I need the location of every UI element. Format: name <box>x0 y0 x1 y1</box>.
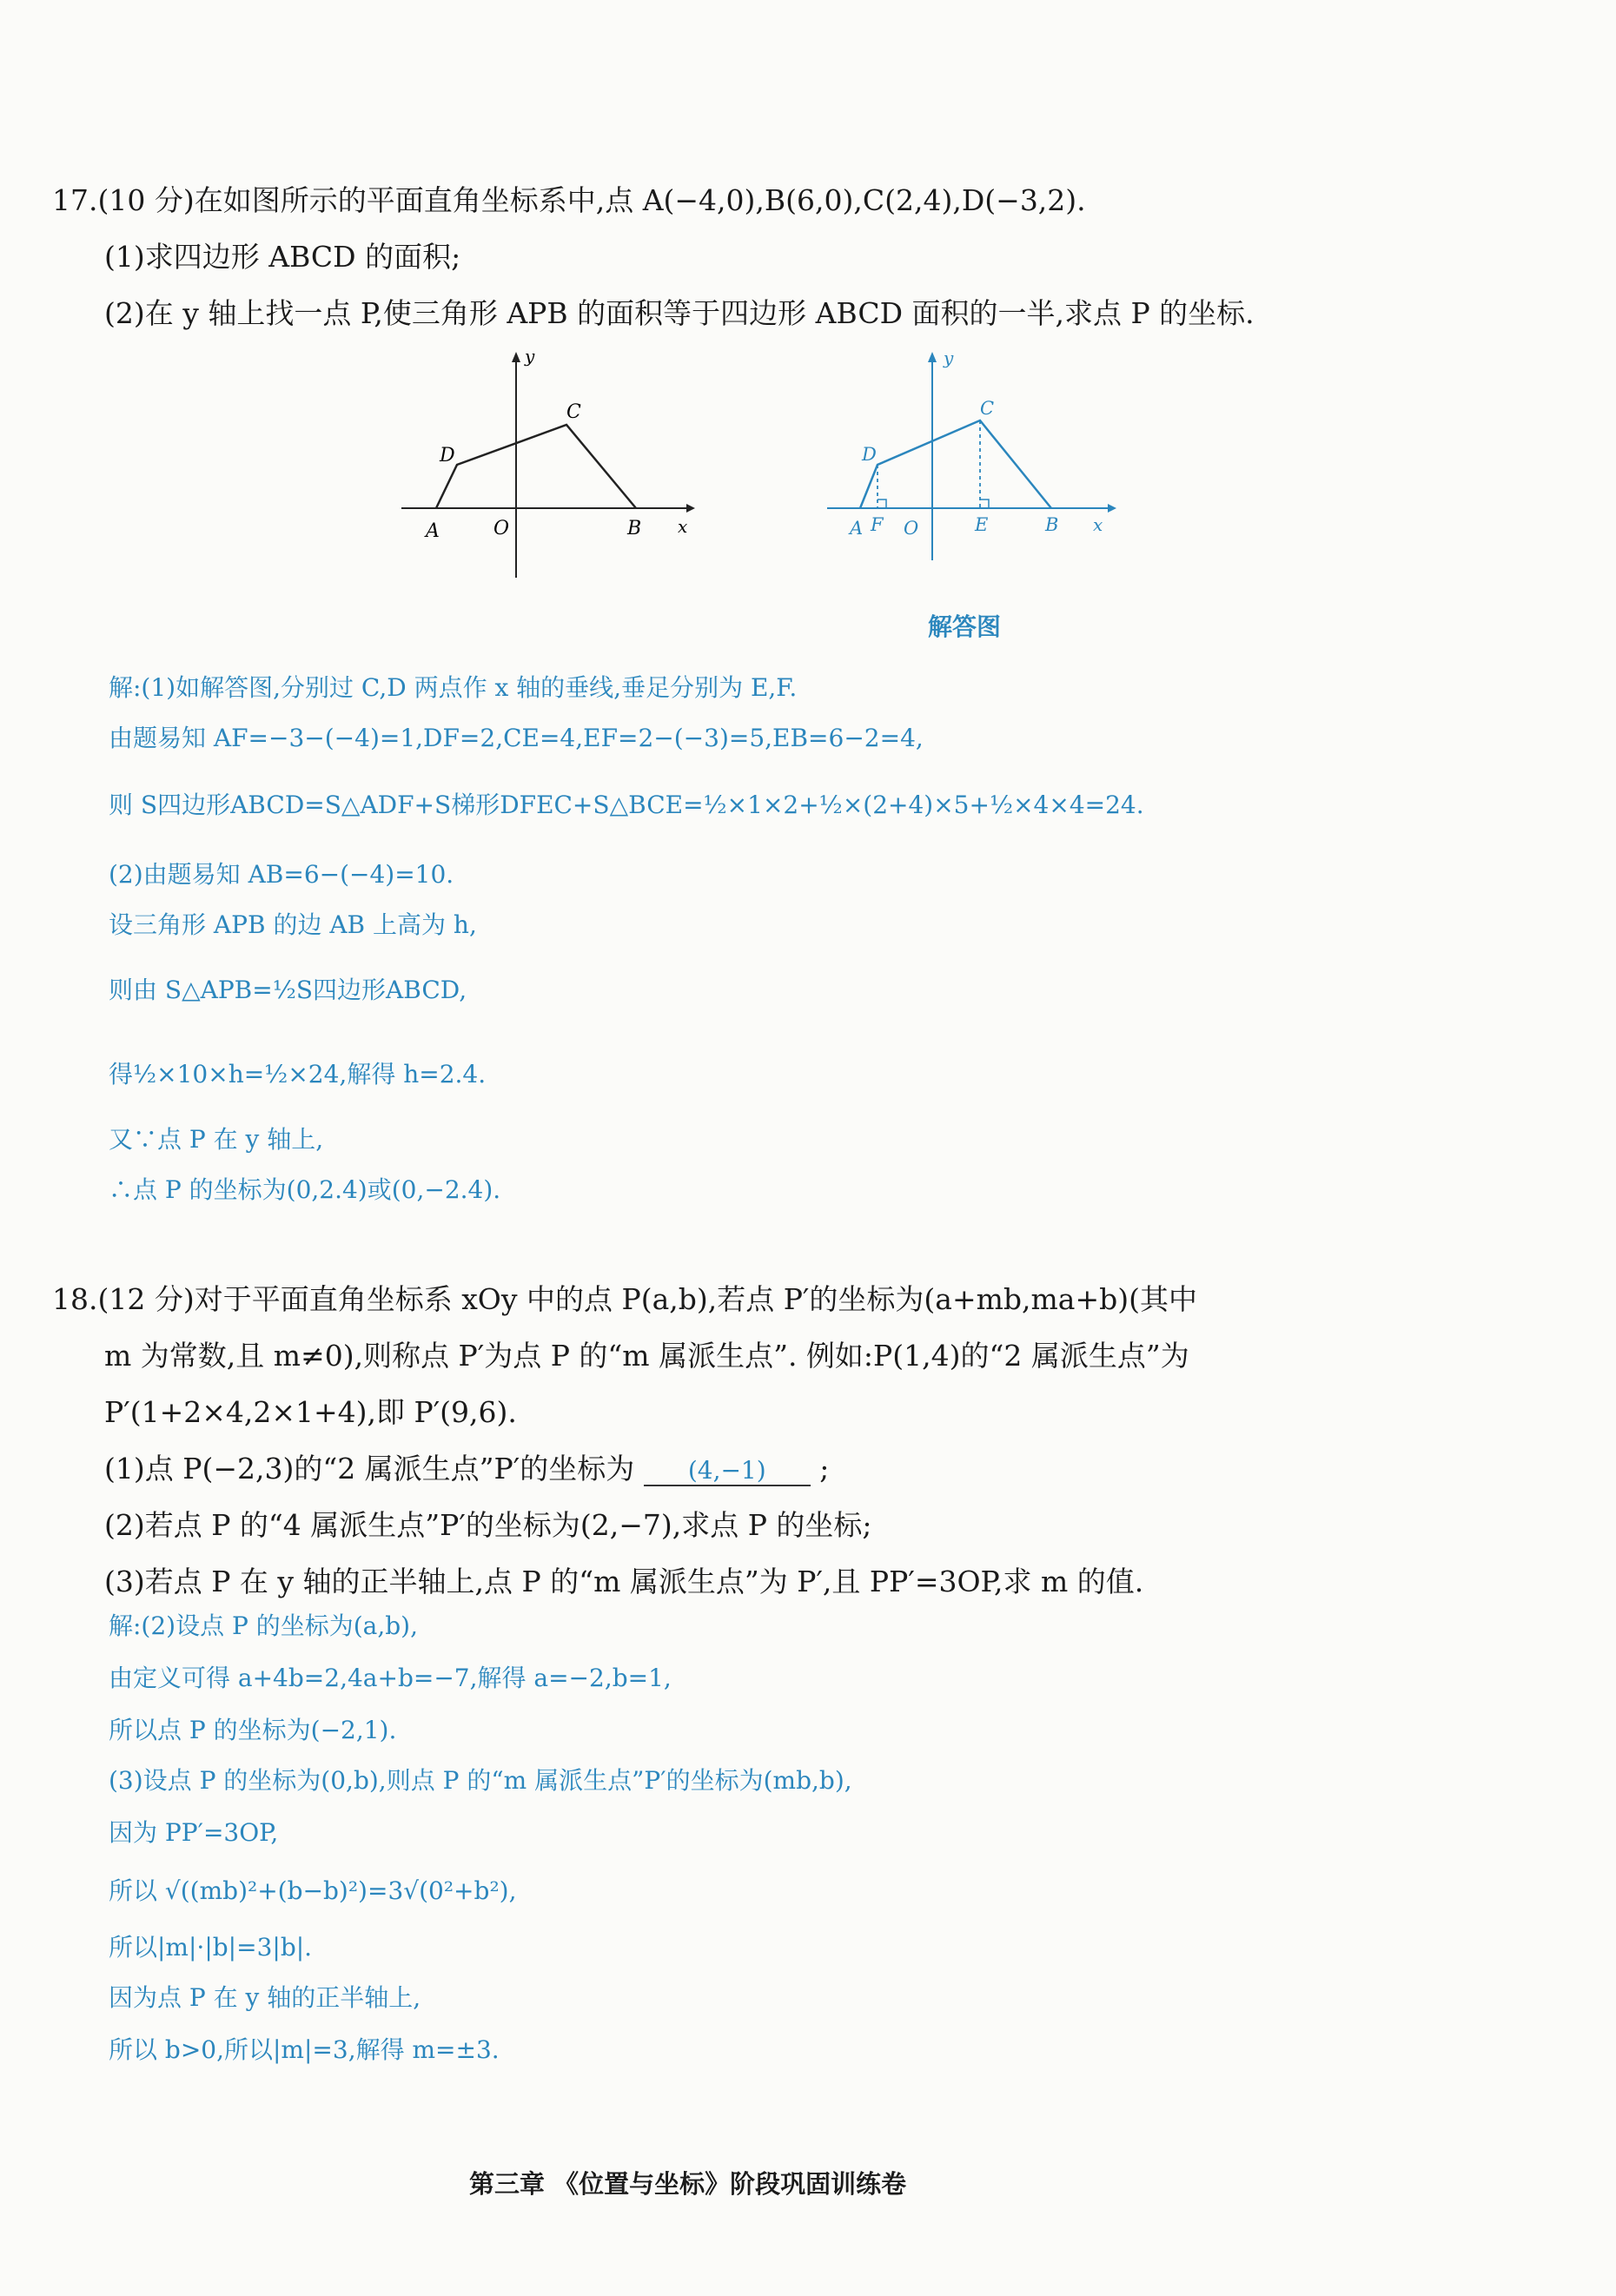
q18-line-1: 18.(12 分)对于平面直角坐标系 xOy 中的点 P(a,b),若点 P′的坐标为(a+mb,ma+b)(其中 <box>52 1282 1198 1316</box>
q18-solution-line-7: 所以|m|·|b|=3|b|. <box>109 1933 313 1962</box>
q18-solution-line-5: 因为 PP′=3OP, <box>109 1818 279 1847</box>
q18-solution-line-8: 因为点 P 在 y 轴的正半轴上, <box>109 1983 421 2012</box>
fig2-label-x: x <box>1093 514 1103 535</box>
fig1-label-y: y <box>525 346 535 367</box>
fig1-label-x: x <box>678 516 688 537</box>
fig1-label-d: D <box>440 445 455 466</box>
q17-figure <box>391 343 704 586</box>
q18-solution-line-6: 所以 √((mb)²+(b−b)²)=3√(0²+b²), <box>109 1876 517 1905</box>
fig2-label-f: F <box>871 514 884 535</box>
fig2-label-y: y <box>944 347 954 368</box>
q18-line-3: P′(1+2×4,2×1+4),即 P′(9,6). <box>104 1395 517 1429</box>
q18-part2: (2)若点 P 的“4 属派生点”P′的坐标为(2,−7),求点 P 的坐标; <box>104 1508 872 1542</box>
fig2-label-d: D <box>862 444 877 465</box>
q18-part1 <box>104 1446 829 1487</box>
q18-solution-line-2: 由定义可得 a+4b=2,4a+b=−7,解得 a=−2,b=1, <box>109 1664 672 1692</box>
q18-solution-line-4: (3)设点 P 的坐标为(0,b),则点 P 的“m 属派生点”P′的坐标为(mb,b), <box>109 1766 852 1795</box>
q17-part2: (2)在 y 轴上找一点 P,使三角形 APB 的面积等于四边形 ABCD 面积的一半,求点 P 的坐标. <box>104 296 1255 330</box>
q18-part1-prefix: (1)点 P(−2,3)的“2 属派生点”P′的坐标为 <box>104 1452 635 1485</box>
q17-part1: (1)求四边形 ABCD 的面积; <box>104 240 461 274</box>
fig2-label-b: B <box>1045 514 1059 535</box>
x-axis-arrow <box>686 504 695 513</box>
q18-part1-suffix: ; <box>819 1452 830 1485</box>
q17-answer-figure <box>817 343 1129 569</box>
q18-line-2: m 为常数,且 m≠0),则称点 P′为点 P 的“m 属派生点”. 例如:P(1,4)的“2 属派生点”为 <box>104 1339 1189 1373</box>
answer-x-axis-arrow <box>1108 504 1116 513</box>
answer-quadrilateral <box>860 420 1051 508</box>
right-angle-mark-f <box>878 500 886 508</box>
fig1-label-c: C <box>566 401 581 423</box>
q17-solution-line-5: 设三角形 APB 的边 AB 上高为 h, <box>109 910 477 939</box>
right-angle-mark-e <box>980 500 989 508</box>
page-footer: 第三章 《位置与坐标》阶段巩固训练卷 <box>469 2169 907 2199</box>
fig1-label-o: O <box>493 518 510 539</box>
answer-y-axis-arrow <box>928 352 937 362</box>
y-axis-arrow <box>512 352 520 362</box>
q17-solution-line-3: 则 S四边形ABCD=S△ADF+S梯形DFEC+S△BCE=½×1×2+½×(2+4)×5+½×4×4=24. <box>109 791 1144 819</box>
q17-solution-line-2: 由题易知 AF=−3−(−4)=1,DF=2,CE=4,EF=2−(−3)=5,EB=6−2=4, <box>109 724 924 752</box>
q18-solution-line-3: 所以点 P 的坐标为(−2,1). <box>109 1716 397 1744</box>
fig2-label-a: A <box>850 518 864 539</box>
quadrilateral-abcd <box>436 425 636 508</box>
fig1-label-b: B <box>627 518 642 539</box>
fig2-label-e: E <box>975 514 989 535</box>
q17-header: 17.(10 分)在如图所示的平面直角坐标系中,点 A(−4,0),B(6,0),C(2,4),D(−3,2). <box>52 183 1086 217</box>
q17-solution-line-8: 又∵点 P 在 y 轴上, <box>109 1125 324 1154</box>
q17-solution-line-7: 得½×10×h=½×24,解得 h=2.4. <box>109 1060 487 1088</box>
q18-solution-line-9: 所以 b>0,所以|m|=3,解得 m=±3. <box>109 2035 500 2064</box>
q17-solution-line-9: ∴点 P 的坐标为(0,2.4)或(0,−2.4). <box>109 1175 501 1204</box>
fig2-label-o: O <box>904 518 919 539</box>
q17-solution-line-1: 解:(1)如解答图,分别过 C,D 两点作 x 轴的垂线,垂足分别为 E,F. <box>109 673 798 702</box>
fig2-label-c: C <box>980 398 995 419</box>
answer-figure-caption: 解答图 <box>928 612 1002 641</box>
q18-part3: (3)若点 P 在 y 轴的正半轴上,点 P 的“m 属派生点”为 P′,且 PP′=3OP,求 m 的值. <box>104 1565 1144 1598</box>
fig1-label-a: A <box>426 520 440 542</box>
q18-part1-answer-blank: (4,−1) <box>644 1456 811 1486</box>
q17-solution-line-4: (2)由题易知 AB=6−(−4)=10. <box>109 860 454 889</box>
q18-solution-line-1: 解:(2)设点 P 的坐标为(a,b), <box>109 1611 419 1640</box>
q17-solution-line-6: 则由 S△APB=½S四边形ABCD, <box>109 976 467 1004</box>
